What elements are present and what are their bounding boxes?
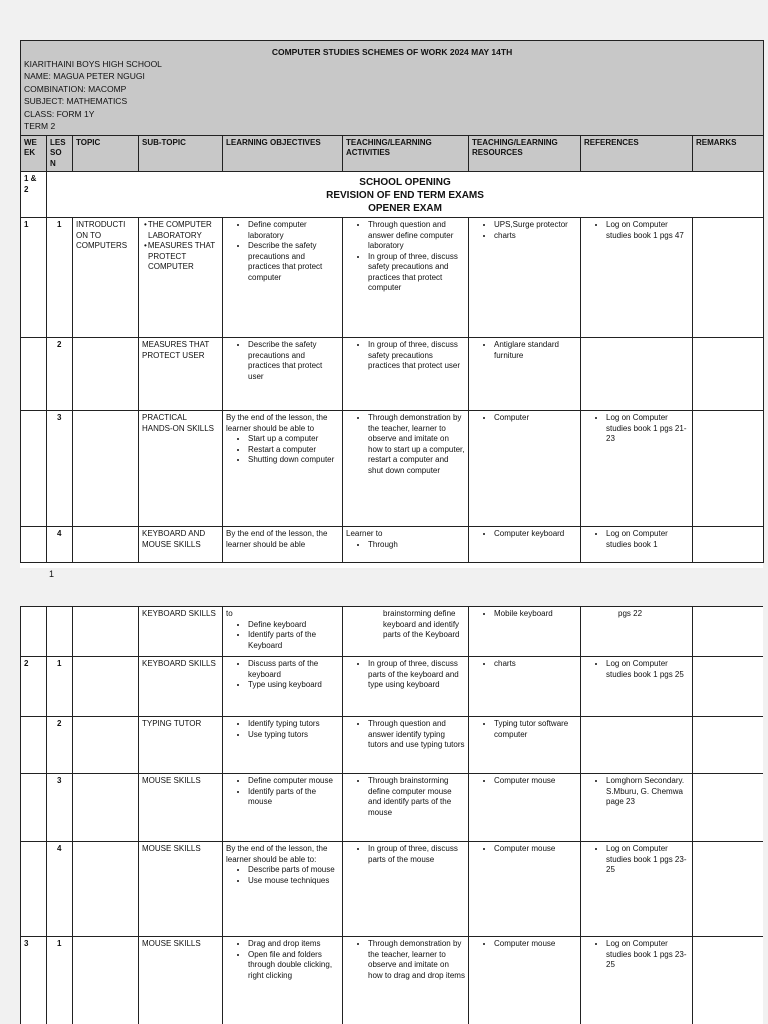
header-week: WE EK [21, 135, 47, 172]
resource-item: • Computer mouse [494, 844, 577, 855]
page-number: 1 [49, 569, 55, 579]
resources-cell [469, 717, 581, 774]
lesson-cell: 2 [47, 338, 73, 411]
header-topic: TOPIC [73, 135, 139, 172]
lesson-row [21, 937, 764, 1024]
reference-list [584, 529, 689, 550]
document-page-2 [20, 606, 763, 1024]
scheme-table [20, 40, 764, 563]
document-header [21, 41, 764, 136]
activities-cell [343, 717, 469, 774]
reference-list [584, 776, 689, 808]
header-lesson: LES SO N [47, 135, 73, 172]
activity-item: • Through [368, 540, 465, 551]
reference-item: • Log on Computer studies book 1 [606, 529, 689, 550]
resource-item: • Computer keyboard [494, 529, 577, 540]
subtopic-cell [139, 842, 223, 937]
objective-item: • Define computer mouse [248, 776, 339, 787]
resources-cell [469, 937, 581, 1024]
lesson-row [21, 607, 764, 657]
subtopic-cell [139, 411, 223, 527]
resource-list [472, 413, 577, 424]
resource-list [472, 340, 577, 361]
lesson-cell [47, 607, 73, 657]
references-cell [581, 411, 693, 527]
lesson-cell: 4 [47, 842, 73, 937]
topic-cell: INTRODUCTI ON TO COMPUTERS [73, 218, 139, 338]
activities-intro: Learner to [346, 529, 383, 538]
references-cell [581, 937, 693, 1024]
document-page-1 [20, 40, 763, 568]
objectives-cell [223, 218, 343, 338]
subtopic-text: PRACTICAL HANDS-ON SKILLS [142, 413, 215, 433]
references-text: pgs 22 [618, 609, 643, 618]
remarks-cell [693, 717, 764, 774]
banner-line-1: SCHOOL OPENING [359, 177, 451, 188]
objective-item: • Discuss parts of the keyboard [248, 659, 339, 680]
objective-item: • Shutting down computer [248, 455, 339, 466]
objectives-cell [223, 717, 343, 774]
activity-list [346, 844, 465, 865]
resource-item: • Computer [494, 413, 577, 424]
resource-list [472, 659, 577, 670]
header-subtopic: SUB-TOPIC [139, 135, 223, 172]
subtopic-cell [139, 338, 223, 411]
week-cell: 2 [21, 657, 47, 717]
lesson-row [21, 527, 764, 563]
subject: SUBJECT: MATHEMATICS [24, 96, 128, 106]
objective-item: • Identify typing tutors [248, 719, 339, 730]
objective-item: • Define keyboard [248, 620, 339, 631]
subtopic-cell [139, 527, 223, 563]
activity-item: • Through demonstration by the teacher, learner to observe and imitate on how to start up a computer, restart a computer and shut down computer [368, 413, 465, 476]
objective-item: • Type using keyboard [248, 680, 339, 691]
activity-list [346, 340, 465, 372]
week-cell [21, 842, 47, 937]
objective-item: • Drag and drop items [248, 939, 339, 950]
week-cell: 3 [21, 937, 47, 1024]
resource-item: • Computer mouse [494, 776, 577, 787]
subtopic-list [142, 220, 219, 273]
subtopic-cell [139, 657, 223, 717]
subtopic-text: MOUSE SKILLS [142, 844, 201, 853]
resources-cell [469, 411, 581, 527]
resources-cell [469, 338, 581, 411]
objectives-cell [223, 527, 343, 563]
objective-list [226, 939, 339, 981]
objective-list [226, 776, 339, 808]
banner-line-3: OPENER EXAM [368, 203, 442, 214]
topic-cell [73, 774, 139, 842]
resource-list [472, 844, 577, 855]
objective-item: • Describe the safety precautions and practices that protect user [248, 340, 339, 382]
objectives-intro: By the end of the lesson, the learner should be able to: [226, 844, 328, 864]
topic-cell [73, 527, 139, 563]
objective-list [226, 434, 339, 466]
activity-item: • In group of three, discuss safety precautions and practices that protect computer [368, 252, 465, 294]
term: TERM 2 [24, 121, 56, 131]
reference-list [584, 939, 689, 971]
resources-cell [469, 657, 581, 717]
objectives-cell [223, 607, 343, 657]
references-cell [581, 607, 693, 657]
lesson-cell: 2 [47, 717, 73, 774]
resources-cell [469, 607, 581, 657]
activity-item: • In group of three, discuss parts of the mouse [368, 844, 465, 865]
objective-item: • Describe parts of mouse [248, 865, 339, 876]
topic-cell [73, 842, 139, 937]
topic-cell [73, 717, 139, 774]
objective-item: • Identify parts of the mouse [248, 787, 339, 808]
resource-list [472, 719, 577, 740]
activity-list [346, 659, 465, 691]
activity-list [346, 939, 465, 981]
week-cell [21, 338, 47, 411]
subtopic-cell [139, 607, 223, 657]
references-cell [581, 717, 693, 774]
activity-item: • In group of three, discuss safety precautions practices that protect user [368, 340, 465, 372]
resource-item: • charts [494, 659, 577, 670]
resources-cell [469, 527, 581, 563]
remarks-cell [693, 937, 764, 1024]
lesson-cell: 1 [47, 218, 73, 338]
column-header-row [21, 135, 764, 172]
resources-cell [469, 842, 581, 937]
activities-intro: brainstorming define keyboard and identify parts of the Keyboard [383, 609, 460, 639]
resource-item: • Antiglare standard furniture [494, 340, 577, 361]
objective-list [226, 865, 339, 886]
subtopic-text: MEASURES THAT PROTECT USER [142, 340, 210, 360]
topic-cell [73, 411, 139, 527]
header-references: REFERENCES [581, 135, 693, 172]
topic-cell [73, 338, 139, 411]
references-cell [581, 842, 693, 937]
activity-list [346, 776, 465, 818]
resource-list [472, 609, 577, 620]
remarks-cell [693, 774, 764, 842]
lesson-cell: 3 [47, 411, 73, 527]
subtopic-text: MOUSE SKILLS [142, 939, 201, 948]
week-cell [21, 527, 47, 563]
reference-item: • Log on Computer studies book 1 pgs 21-23 [606, 413, 689, 445]
reference-item: • Lomghorn Secondary. S.Mburu, G. Chemwa page 23 [606, 776, 689, 808]
activity-list [346, 540, 465, 551]
week-cell [21, 607, 47, 657]
resource-list [472, 776, 577, 787]
lesson-row [21, 218, 764, 338]
objective-item: • Identify parts of the Keyboard [248, 630, 339, 651]
objective-item: • Start up a computer [248, 434, 339, 445]
week-cell [21, 717, 47, 774]
activity-item: • In group of three, discuss parts of the keyboard and type using keyboard [368, 659, 465, 691]
activities-cell [343, 607, 469, 657]
reference-item: • Log on Computer studies book 1 pgs 25 [606, 659, 689, 680]
objective-list [226, 659, 339, 691]
subtopic-text: KEYBOARD SKILLS [142, 659, 216, 668]
objectives-intro: to [226, 609, 233, 618]
header-objectives: LEARNING OBJECTIVES [223, 135, 343, 172]
objectives-intro: By the end of the lesson, the learner should be able [226, 529, 328, 549]
objective-list [226, 719, 339, 740]
activity-item: • Through demonstration by the teacher, learner to observe and imitate on how to drag and drop items [368, 939, 465, 981]
subtopic-item: • MEASURES THAT PROTECT COMPUTER [142, 241, 219, 273]
objectives-cell [223, 842, 343, 937]
objective-list [226, 620, 339, 652]
remarks-cell [693, 338, 764, 411]
week-cell [21, 411, 47, 527]
objective-item: • Open file and folders through double clicking, right clicking [248, 950, 339, 982]
resource-item: • Mobile keyboard [494, 609, 577, 620]
activities-cell [343, 774, 469, 842]
activity-item: • Through question and answer identify typing tutors and use typing tutors [368, 719, 465, 751]
objectives-cell [223, 937, 343, 1024]
lesson-row [21, 411, 764, 527]
document-title: COMPUTER STUDIES SCHEMES OF WORK 2024 MAY 14TH [271, 47, 513, 57]
activity-list [346, 413, 465, 476]
topic-cell [73, 607, 139, 657]
activities-cell [343, 411, 469, 527]
activity-list [346, 719, 465, 751]
subtopic-text: MOUSE SKILLS [142, 776, 201, 785]
reference-list [584, 220, 689, 241]
references-cell [581, 657, 693, 717]
reference-item: • Log on Computer studies book 1 pgs 23-25 [606, 844, 689, 876]
reference-item: • Log on Computer studies book 1 pgs 47 [606, 220, 689, 241]
banner-week: 1 & 2 [21, 172, 47, 218]
objectives-intro: By the end of the lesson, the learner should be able to [226, 413, 328, 433]
subtopic-text: KEYBOARD SKILLS [142, 609, 216, 618]
school-name: KIARITHAINI BOYS HIGH SCHOOL [24, 58, 162, 69]
lesson-row [21, 774, 764, 842]
resource-item: • Computer mouse [494, 939, 577, 950]
remarks-cell [693, 842, 764, 937]
objective-item: • Define computer laboratory [248, 220, 339, 241]
references-cell [581, 527, 693, 563]
activities-cell [343, 218, 469, 338]
header-remarks: REMARKS [693, 135, 764, 172]
subtopic-cell [139, 218, 223, 338]
topic-cell [73, 937, 139, 1024]
week-cell: 1 [21, 218, 47, 338]
references-cell [581, 338, 693, 411]
banner-text [47, 172, 764, 218]
resource-list [472, 529, 577, 540]
activities-cell [343, 527, 469, 563]
objectives-cell [223, 411, 343, 527]
lesson-row [21, 717, 764, 774]
resource-list [472, 939, 577, 950]
objective-item: • Use mouse techniques [248, 876, 339, 887]
reference-item: • Log on Computer studies book 1 pgs 23-25 [606, 939, 689, 971]
subtopic-cell [139, 937, 223, 1024]
resource-list [472, 220, 577, 241]
topic-cell [73, 657, 139, 717]
remarks-cell [693, 607, 764, 657]
objective-item: • Restart a computer [248, 445, 339, 456]
activities-cell [343, 937, 469, 1024]
objectives-cell [223, 774, 343, 842]
objectives-cell [223, 657, 343, 717]
lesson-cell: 1 [47, 657, 73, 717]
combination: COMBINATION: MACOMP [24, 83, 127, 94]
remarks-cell [693, 527, 764, 563]
activities-cell [343, 338, 469, 411]
activities-cell [343, 842, 469, 937]
week-cell [21, 774, 47, 842]
resource-item: • UPS,Surge protector [494, 220, 577, 231]
resource-item: • charts [494, 231, 577, 242]
lesson-cell: 1 [47, 937, 73, 1024]
subtopic-cell [139, 717, 223, 774]
scheme-table-continued [20, 606, 763, 1024]
header-activities: TEACHING/LEARNING ACTIVITIES [343, 135, 469, 172]
objective-item: • Describe the safety precautions and practices that protect computer [248, 241, 339, 283]
activities-cell [343, 657, 469, 717]
resources-cell [469, 774, 581, 842]
reference-list [584, 659, 689, 680]
remarks-cell [693, 411, 764, 527]
resources-cell [469, 218, 581, 338]
lesson-cell: 4 [47, 527, 73, 563]
remarks-cell [693, 218, 764, 338]
reference-list [584, 844, 689, 876]
objective-list [226, 220, 339, 283]
subtopic-cell [139, 774, 223, 842]
activity-list [346, 220, 465, 294]
lesson-row [21, 842, 764, 937]
teacher-name: NAME: MAGUA PETER NGUGI [24, 71, 145, 81]
subtopic-text: KEYBOARD AND MOUSE SKILLS [142, 529, 206, 549]
lesson-cell: 3 [47, 774, 73, 842]
subtopic-text: TYPING TUTOR [142, 719, 202, 728]
activity-item: • Through brainstorming define computer mouse and identify parts of the mouse [368, 776, 465, 818]
remarks-cell [693, 657, 764, 717]
references-cell [581, 774, 693, 842]
reference-list [584, 413, 689, 445]
banner-row [21, 172, 764, 218]
activity-item: • Through question and answer define computer laboratory [368, 220, 465, 252]
header-resources: TEACHING/LEARNING RESOURCES [469, 135, 581, 172]
lesson-row [21, 657, 764, 717]
banner-line-2: REVISION OF END TERM EXAMS [326, 190, 484, 201]
resource-item: • Typing tutor software computer [494, 719, 577, 740]
objectives-cell [223, 338, 343, 411]
class: CLASS: FORM 1Y [24, 108, 95, 119]
objective-item: • Use typing tutors [248, 730, 339, 741]
subtopic-item: • THE COMPUTER LABORATORY [142, 220, 219, 241]
lesson-row [21, 338, 764, 411]
references-cell [581, 218, 693, 338]
objective-list [226, 340, 339, 382]
